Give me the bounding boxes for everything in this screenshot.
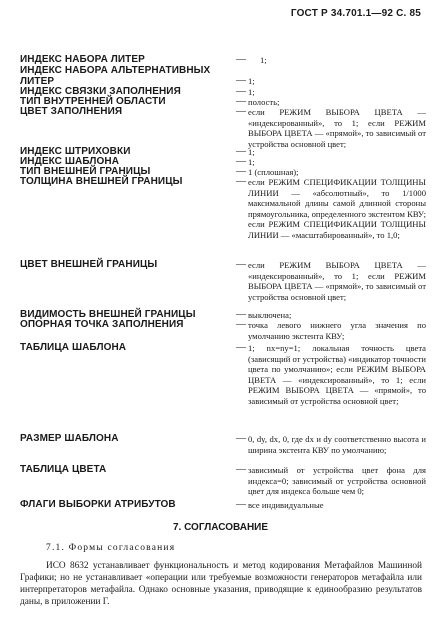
section-title: 7. СОГЛАСОВАНИЕ	[172, 522, 269, 533]
entry-dash: —	[236, 319, 246, 330]
entry-term: РАЗМЕР ШАБЛОНА	[20, 433, 119, 444]
entry-dash: —	[236, 259, 246, 270]
entry-term: ИНДЕКС НАБОРА АЛЬТЕРНАТИВНЫХ ЛИТЕР	[20, 65, 211, 87]
entry-definition: все индивидуальные	[248, 500, 324, 510]
entry-term: ВИДИМОСТЬ ВНЕШНЕЙ ГРАНИЦЫ	[20, 309, 196, 320]
entry-definition: 1;	[248, 76, 255, 86]
entry-definition: 1 (сплошная);	[248, 167, 299, 177]
entry-term: ТОЛЩИНА ВНЕШНЕЙ ГРАНИЦЫ	[20, 176, 183, 187]
entry-definition: выключена;	[248, 310, 292, 320]
entry-definition: если РЕЖИМ ВЫБОРА ЦВЕТА — «индексированный», то 1; если РЕЖИМ ВЫБОРА ЦВЕТА — «прямой», то зависимый от устройства основной цвет;	[248, 107, 426, 149]
entry-dash: —	[236, 106, 246, 117]
entry-dash: —	[236, 342, 246, 353]
entry-dash: —	[236, 309, 246, 320]
entry-term: ЦВЕТ ЗАПОЛНЕНИЯ	[20, 106, 123, 117]
entry-dash: —	[236, 86, 246, 97]
entry-definition: 1; nx=ny=1; локальная точность цвета (зависящий от устройства) «индикатор точности цвета по умолчанию»; если РЕЖИМ ВЫБОРА ЦВЕТА — «индексированный», то 1; если РЕЖИМ ВЫБОРА ЦВЕТА — «прямой», то зависимый от устройства основной цвет;	[248, 343, 426, 406]
entry-term: ТАБЛИЦА ШАБЛОНА	[20, 342, 127, 353]
entry-dash: —	[236, 499, 246, 510]
entry-definition: 0, dy, dx, 0, где dx и dy соответственно высота и ширина экстента КВУ по умолчанию;	[248, 434, 426, 455]
entry-term: ТАБЛИЦА ЦВЕТА	[20, 464, 107, 475]
entry-dash: —	[236, 166, 246, 177]
entry-term: ТИП ВНУТРЕННЕЙ ОБЛАСТИ	[20, 96, 166, 107]
body-paragraph: ИСО 8632 устанавливает функциональность и метод кодирования Метафайлов Машинной Графики; но не устанавливает «операции или требуемые возможности генераторов метафайла или интерпретаторов метафайла. Однако основные указания, приводящие к единообразию результатов даны, в приложении Г.	[20, 561, 422, 607]
entry-dash: —	[236, 75, 246, 86]
entry-definition: 1;	[248, 157, 255, 167]
entry-definition: зависимый от устройства цвет фона для индекса=0; зависимый от устройства основной цвет для индекса больше чем 0;	[248, 465, 426, 497]
entry-dash: —	[236, 146, 246, 157]
entry-dash: —	[236, 464, 246, 475]
entry-term: ФЛАГИ ВЫБОРКИ АТРИБУТОВ	[20, 499, 176, 510]
entry-term: ИНДЕКС ШАБЛОНА	[20, 156, 120, 167]
entry-term: ЦВЕТ ВНЕШНЕЙ ГРАНИЦЫ	[20, 259, 158, 270]
entry-term: ИНДЕКС ШТРИХОВКИ	[20, 146, 131, 157]
entry-dash: —	[236, 156, 246, 167]
entry-definition: 1;	[248, 87, 255, 97]
entry-definition: 1;	[260, 55, 267, 65]
entry-definition: полость;	[248, 97, 280, 107]
entry-dash: —	[236, 433, 246, 444]
page-header: ГОСТ Р 34.701.1—92 С. 85	[290, 8, 421, 19]
entry-definition: если РЕЖИМ ВЫБОРА ЦВЕТА — «индексированный», то 1; если РЕЖИМ ВЫБОРА ЦВЕТА — «прямой», то зависимый от устройства основной цвет;	[248, 260, 426, 302]
subsection-title: 7.1. Формы согласования	[46, 543, 176, 553]
entry-dash: —	[236, 54, 246, 65]
entry-definition: если РЕЖИМ СПЕЦИФИКАЦИИ ТОЛЩИНЫ ЛИНИИ — «абсолютный», то 1/1000 максимальной длины самой длинной стороны прямоугольника, определенного экстентом КВУ; если РЕЖИМ СПЕЦИФИКАЦИИ ТОЛЩИНЫ ЛИНИИ — «масштабированный», то 1,0;	[248, 177, 426, 240]
entry-term: ТИП ВНЕШНЕЙ ГРАНИЦЫ	[20, 166, 151, 177]
entry-definition: точка левого нижнего угла значения по умолчанию экстента КВУ;	[248, 320, 426, 341]
entry-dash: —	[236, 176, 246, 187]
entry-dash: —	[236, 96, 246, 107]
entry-term: ИНДЕКС НАБОРА ЛИТЕР	[20, 54, 145, 65]
entry-definition: 1;	[248, 147, 255, 157]
entry-term: ОПОРНАЯ ТОЧКА ЗАПОЛНЕНИЯ	[20, 319, 184, 330]
entry-term: ИНДЕКС СВЯЗКИ ЗАПОЛНЕНИЯ	[20, 86, 181, 97]
